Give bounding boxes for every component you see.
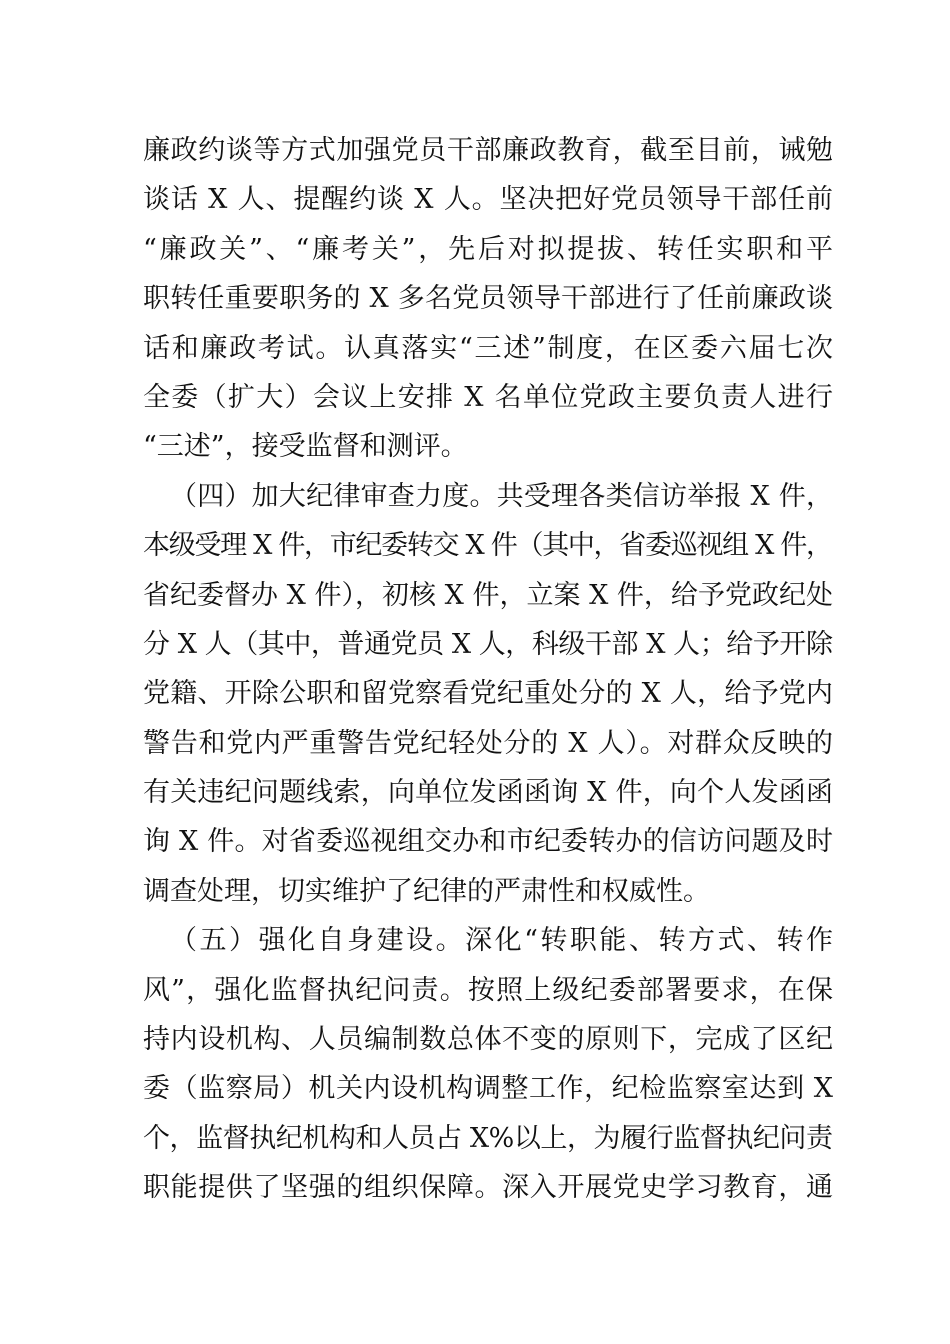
paragraph-four	[143, 472, 833, 917]
text-line: 谈话 X 人、提醒约谈 X 人。坚决把好党员领导干部任前	[143, 184, 834, 216]
text-line: 话和廉政考试。认真落实“三述”制度，在区委六届七次	[143, 332, 835, 364]
text-line: 询 X 件。对省委巡视组交办和市纪委转办的信访问题及时	[143, 826, 834, 858]
text-line: 职转任重要职务的 X 多名党员领导干部进行了任前廉政谈	[143, 283, 834, 315]
text-line: 个，监督执纪机构和人员占 X%以上，为履行监督执纪问责	[143, 1122, 833, 1154]
text-line: “廉政关”、“廉考关”，先后对拟提拔、转任实职和平	[143, 233, 836, 265]
paragraph-five	[143, 916, 836, 1212]
text-line: 警告和党内严重警告党纪轻处分的 X 人）。对群众反映的	[143, 727, 834, 759]
document-body	[143, 126, 836, 1213]
text-line: 调查处理，切实维护了纪律的严肃性和权威性。	[143, 875, 710, 907]
text-line: 风”，强化监督执纪问责。按照上级纪委部署要求，在保	[143, 974, 835, 1006]
text-line: 职能提供了坚强的组织保障。深入开展党史学习教育，通	[143, 1172, 834, 1204]
text-line: 党籍、开除公职和留党察看党纪重处分的 X 人，给予党内	[143, 678, 834, 710]
text-line: 省纪委督办 X 件），初核 X 件，立案 X 件，给予党政纪处	[143, 579, 833, 611]
text-line: （五）强化自身建设。深化“转职能、转方式、转作	[170, 925, 836, 957]
text-line: 廉政约谈等方式加强党员干部廉政教育，截至目前，诫勉	[143, 135, 834, 166]
text-line: 委（监察局）机关内设机构调整工作，纪检监察室达到 X	[143, 1073, 834, 1105]
text-line: 持内设机构、人员编制数总体不变的原则下，完成了区纪	[143, 1024, 834, 1056]
text-line: 全委（扩大）会议上安排 X 名单位党政主要负责人进行	[143, 381, 835, 413]
text-line: 本级受理 X 件，市纪委转交 X 件（其中，省委巡视组 X 件，	[143, 530, 832, 562]
paragraph-continued	[143, 126, 836, 472]
text-line: 分 X 人（其中，普通党员 X 人，科级干部 X 人；给予开除	[143, 628, 833, 660]
text-line: 有关违纪问题线索，向单位发函函询 X 件，向个人发函函	[143, 777, 834, 809]
text-line: （四）加大纪律审查力度。共受理各类信访举报 X 件，	[170, 480, 834, 512]
text-line: “三述”，接受监督和测评。	[143, 431, 468, 463]
